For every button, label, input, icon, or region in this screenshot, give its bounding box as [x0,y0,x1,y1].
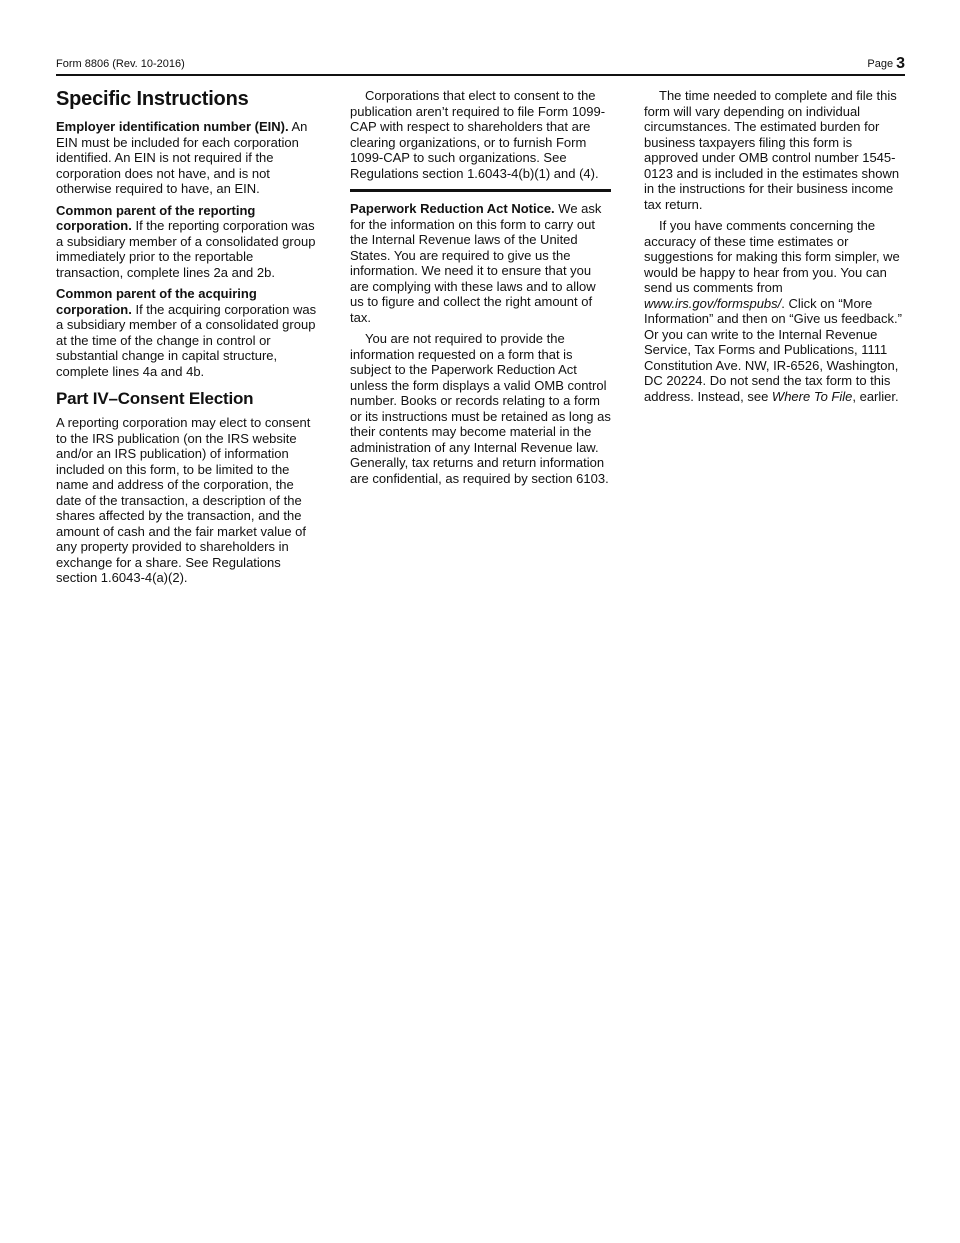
paragraph-ein [56,119,317,197]
paragraph-1099cap: Corporations that elect to consent to the publication aren’t required to file Form 1099-CAP with respect to shareholders that are clearing organizations, or to furnish Form 1099-CAP to such organizations. See Regulations section 1.6043-4(b)(1) and (4). [350,88,606,181]
page-number: 3 [896,55,905,72]
content-columns [56,88,905,592]
paragraph-body-paperwork-notice: We ask for the information on this form to carry out the Internal Revenue laws of the United States. You are required to give us the information. We need it to ensure that you are complying with these laws and to allow us to figure and collect the right amount of tax. [350,201,602,325]
section-title-specific-instructions: Specific Instructions [56,88,249,110]
paragraph-omb-records: You are not required to provide the information requested on a form that is subject to the Paperwork Reduction Act unless the form displays a valid OMB control number. Books or records relating to a form or its instructions must be retained as long as their contents may become material in the administration of any Internal Revenue law. Generally, tax returns and return information are confidential, as required by section 6103. [350,331,611,486]
column-left [56,88,317,592]
notice-divider-rule [350,189,611,192]
comments-text-a: If you have comments concerning the accuracy of these time estimates or suggestions for making this form simpler, we would be happy to hear from you. You can send us comments from [644,218,900,295]
column-middle [350,88,611,592]
page-label: Page [867,58,894,70]
column-right [644,88,905,592]
section-title-part-iv: Part IV–Consent Election [56,389,254,408]
page-indicator [867,57,905,70]
paragraph-lead-acquiring-parent: Common parent of the acquiring corporation. [56,286,257,317]
page-header [56,57,905,70]
paragraph-comments [644,218,905,404]
irs-formspubs-url: www.irs.gov/formspubs/ [644,295,782,311]
comments-text-b: . Click on “More Information” and then on “Give us feedback.” Or you can write to the Internal Revenue Service, Tax Forms and Publications, 1111 Constitution Ave. NW, IR-6526, Washington, DC 20224. Do not send the tax form to this address. Instead, see [644,295,902,404]
paragraph-lead-reporting-parent: Common parent of the reporting corporation. [56,202,256,233]
paragraph-consent-election: A reporting corporation may elect to consent to the IRS publication (on the IRS website and/or an IRS publication) of information included on this form, to be limited to the name and address of the corporation, the date of the transaction, a description of the shares affected by the transaction, and the amount of cash and the fair market value of any property provided to shareholders in exchange for a share. See Regulations section 1.6043-4(a)(2). [56,415,311,585]
where-to-file-reference: Where To File [771,388,853,404]
paragraph-body-ein: An EIN must be included for each corporation identified. An EIN is not required if the corporation does not have, and is not otherwise required to have, an EIN. [56,119,308,196]
paragraph-reporting-parent [56,203,317,281]
form-revision-label: Form 8806 (Rev. 10-2016) [56,58,185,70]
paragraph-body-reporting-parent: If the reporting corporation was a subsidiary member of a consolidated group immediately prior to the reportable transaction, complete lines 2a and 2b. [56,218,316,280]
paragraph-paperwork-notice [350,201,611,325]
comments-text-c: , earlier. [852,388,899,404]
paragraph-time-burden: The time needed to complete and file this form will vary depending on individual circumstances. The estimated burden for business taxpayers filing this form is approved under OMB control number 1545-0123 and is included in the estimates shown in the instructions for their business income tax return. [644,88,900,212]
paragraph-lead-paperwork-notice: Paperwork Reduction Act Notice. [350,201,555,216]
paragraph-body-acquiring-parent: If the acquiring corporation was a subsidiary member of a consolidated group at the time of the change in control or substantial change in capital structure, complete lines 4a and 4b. [56,301,317,379]
header-rule [56,74,905,76]
paragraph-lead-ein: Employer identification number (EIN). [56,119,289,134]
paragraph-acquiring-parent [56,286,317,379]
